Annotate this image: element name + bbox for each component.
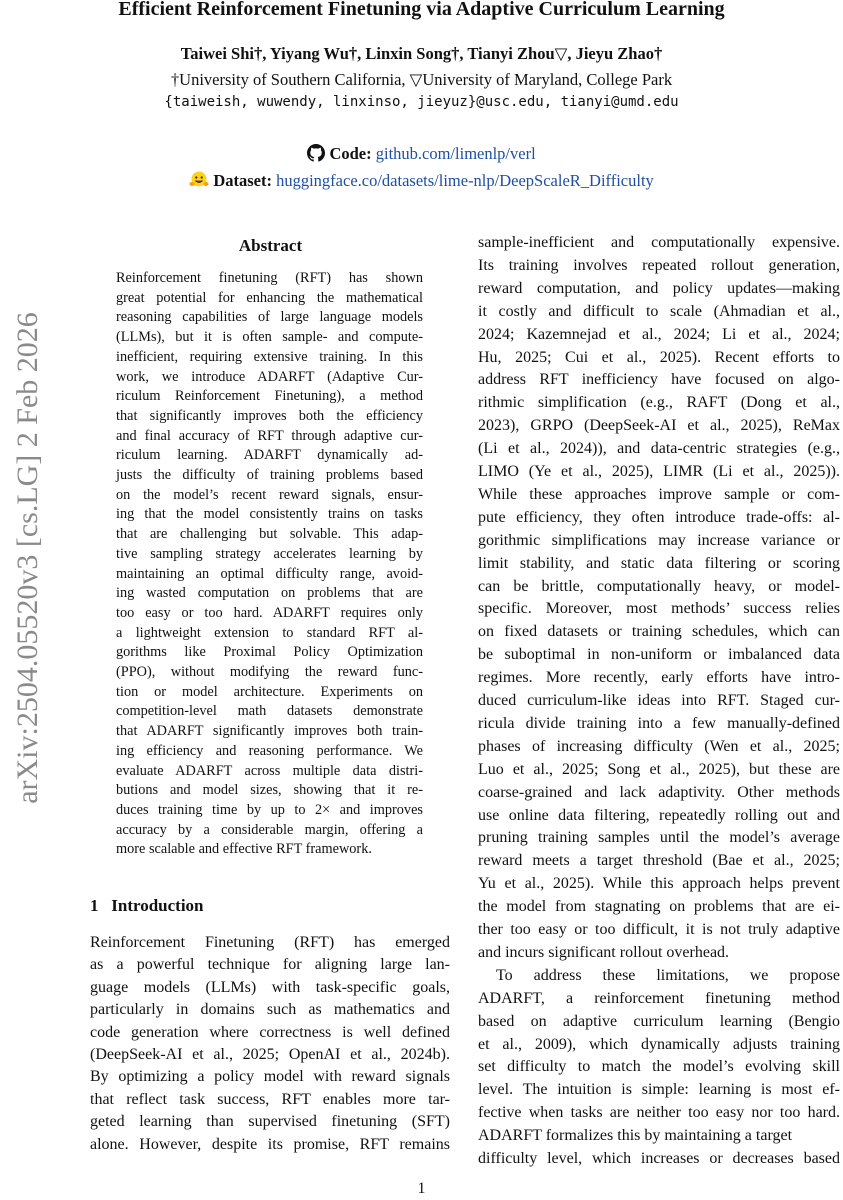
text-line: tive sampling strategy accelerates learning by — [116, 545, 423, 562]
text-line: (Li et al., 2024)), and data-centric strategies (e.g., — [478, 440, 840, 458]
code-resource — [0, 144, 843, 164]
author-list: Taiwei Shi†, Yiyang Wu†, Linxin Song†, Tianyi Zhou▽, Jieyu Zhao† — [180, 44, 663, 63]
text-line: et al., 2009), which dynamically adjusts training — [478, 1035, 840, 1053]
text-line: (DeepSeek-AI et al., 2025; OpenAI et al., 2024b). — [90, 1046, 450, 1063]
text-line: coarse-grained and lack adaptivity. Other methods — [478, 783, 840, 801]
arxiv-identifier: arXiv:2504.05520v3 [cs.LG] 2 Feb 2026 — [11, 312, 45, 804]
text-line: tion or model architecture. Experiments on — [116, 683, 423, 700]
code-link[interactable]: github.com/limenlp/verl — [375, 144, 536, 163]
section-number: 1 — [90, 896, 99, 915]
text-line: By optimizing a policy model with reward signals — [90, 1068, 450, 1086]
dataset-resource — [0, 171, 843, 191]
text-line: that ADARFT significantly improves both train- — [116, 723, 423, 740]
text-line: more scalable and effective RFT framework. — [116, 841, 372, 858]
text-line: fective when tasks are neither too easy nor too hard. — [478, 1104, 840, 1122]
page-number: 1 — [417, 1180, 426, 1197]
text-line: riculum learning. ADARFT dynamically ad- — [116, 447, 423, 464]
text-line: duces training time by up to 2× and improves — [116, 801, 423, 818]
text-line: too easy or too hard. ADARFT requires only — [116, 604, 423, 621]
huggingface-icon — [189, 171, 209, 189]
text-line: duced curriculum-like ideas into RFT. Staged cur- — [478, 692, 840, 709]
text-line: difficulty level, which increases or decreases based — [478, 1150, 840, 1167]
text-line: ther too easy or too difficult, it is not truly adaptive — [478, 921, 840, 938]
text-line: ing wasted computation on problems that are — [116, 585, 423, 602]
text-line: pruning training samples until the model’s average — [478, 829, 840, 847]
text-line: justs the difficulty of training problems based — [116, 467, 423, 483]
text-line: particularly in domains such as mathematics and — [90, 1001, 450, 1019]
text-line: that significantly improves both the efficiency — [116, 407, 423, 424]
text-line: LIMO (Ye et al., 2025), LIMR (Li et al., 2025)). — [478, 463, 840, 480]
text-line: the model from stagnating on problems that are ei- — [478, 898, 840, 916]
text-line: ing efficiency and reasoning performance. We — [116, 742, 423, 759]
text-line: While these approaches improve sample or com- — [478, 485, 840, 503]
text-line: that are challenging but solvable. This adap- — [116, 526, 423, 543]
dataset-link[interactable]: huggingface.co/datasets/lime-nlp/DeepScaleR_Difficulty — [276, 171, 654, 190]
github-icon — [307, 144, 325, 162]
text-line: To address these limitations, we propose — [496, 966, 840, 984]
text-line: maintaining an optimal difficulty range, avoid- — [116, 565, 423, 582]
author-emails: {taiweish, wuwendy, linxinso, jieyuz}@usc.edu, tianyi@umd.edu — [164, 94, 679, 110]
text-line: competition-level math datasets demonstrate — [116, 703, 423, 720]
text-line: be suboptimal in non-uniform or imbalanced data — [478, 646, 840, 664]
text-line: and final accuracy of RFT through adaptive cur- — [116, 427, 423, 444]
text-line: limit stability, and static data filtering or scoring — [478, 554, 840, 572]
text-line: Reinforcement finetuning (RFT) has shown — [116, 270, 423, 286]
text-line: Reinforcement Finetuning (RFT) has emerged — [90, 934, 450, 951]
text-line: ricula divide training into a few manually-defined — [478, 714, 840, 732]
text-line: level. The intuition is simple: learning is most ef- — [478, 1081, 840, 1099]
text-line: (PPO), without modifying the reward func- — [116, 664, 423, 680]
text-line: ADARFT formalizes this by maintaining a target — [478, 1127, 793, 1145]
text-line: reasoning capabilities of large language models — [116, 309, 423, 326]
text-line: 2024; Kazemnejad et al., 2024; Li et al., 2024; — [478, 325, 840, 343]
text-line: Hu, 2025; Cui et al., 2025). Recent efforts to — [478, 348, 840, 366]
paper-title: Efficient Reinforcement Finetuning via Adaptive Curriculum Learning — [118, 0, 725, 20]
text-line: 2023), GRPO (DeepSeek-AI et al., 2025), ReMax — [478, 417, 840, 435]
text-line: address RFT inefficiency have focused on algo- — [478, 371, 840, 389]
text-line: rithmic simplification (e.g., RAFT (Dong et al., — [478, 394, 840, 412]
section-heading-introduction — [90, 896, 204, 916]
text-line: reward meets a target threshold (Bae et al., 2025; — [478, 852, 840, 870]
text-line: (LLMs), but it is often sample- and compute- — [116, 329, 423, 346]
text-line: ADARFT, a reinforcement finetuning method — [478, 989, 840, 1007]
text-line: as a powerful technique for aligning large lan- — [90, 956, 450, 974]
text-line: gorithmic simplifications may increase variance or — [478, 531, 840, 549]
text-line: phases of increasing difficulty (Wen et al., 2025; — [478, 737, 840, 755]
affiliations: †University of Southern California, ▽University of Maryland, College Park — [170, 70, 673, 89]
text-line: code generation where correctness is well defined — [90, 1023, 450, 1041]
section-title: Introduction — [111, 896, 204, 915]
text-line: and incurs significant rollout overhead. — [478, 943, 730, 961]
text-line: on the model’s recent reward signals, ensur- — [116, 486, 423, 503]
text-line: reward computation, and policy updates—making — [478, 279, 840, 297]
text-line: it costly and difficult to scale (Ahmadian et al., — [478, 302, 840, 320]
text-line: work, we introduce ADARFT (Adaptive Cur- — [116, 368, 423, 385]
text-line: guage models (LLMs) with task-specific goals, — [90, 978, 450, 996]
text-line: alone. However, despite its promise, RFT remains — [90, 1135, 450, 1153]
text-line: that reflect task success, RFT enables more tar- — [90, 1090, 450, 1108]
arxiv-watermark — [8, 258, 48, 858]
text-line: can be brittle, computationally heavy, or model- — [478, 577, 840, 595]
dataset-label: Dataset: — [213, 171, 272, 190]
text-line: set difficulty to match the model’s evolving skill — [478, 1058, 840, 1076]
text-line: Yu et al., 2025). While this approach helps prevent — [478, 875, 840, 893]
text-line: Luo et al., 2025; Song et al., 2025), but these are — [478, 760, 840, 778]
text-line: butions and model sizes, showing that it re- — [116, 782, 423, 799]
text-line: ing that the model consistently trains on tasks — [116, 506, 423, 523]
text-line: a lightweight extension to standard RFT al- — [116, 624, 423, 641]
text-line: geted learning than supervised finetuning (SFT) — [90, 1113, 450, 1131]
text-line: pute efficiency, they often introduce trade-offs: al- — [478, 508, 840, 526]
text-line: on fixed datasets or training schedules, which can — [478, 623, 840, 641]
code-label: Code: — [329, 144, 372, 163]
text-line: evaluate ADARFT across multiple data distri- — [116, 762, 423, 779]
text-line: regimes. More recently, early efforts have intro- — [478, 669, 840, 687]
text-line: sample-inefficient and computationally expensive. — [478, 234, 840, 251]
text-line: gorithms like Proximal Policy Optimization — [116, 644, 423, 661]
text-line: specific. Moreover, most methods’ success relies — [478, 600, 840, 618]
text-line: riculum Reinforcement Finetuning), a method — [116, 388, 423, 405]
text-line: inefficient, requiring extensive training. In this — [116, 348, 423, 365]
text-line: accuracy by a considerable margin, offering a — [116, 821, 423, 838]
text-line: Its training involves repeated rollout generation, — [478, 256, 840, 274]
abstract-heading: Abstract — [238, 236, 303, 255]
text-line: based on adaptive curriculum learning (Bengio — [478, 1012, 840, 1030]
text-line: use online data filtering, repeatedly rolling out and — [478, 806, 840, 824]
text-line: great potential for enhancing the mathematical — [116, 289, 423, 306]
